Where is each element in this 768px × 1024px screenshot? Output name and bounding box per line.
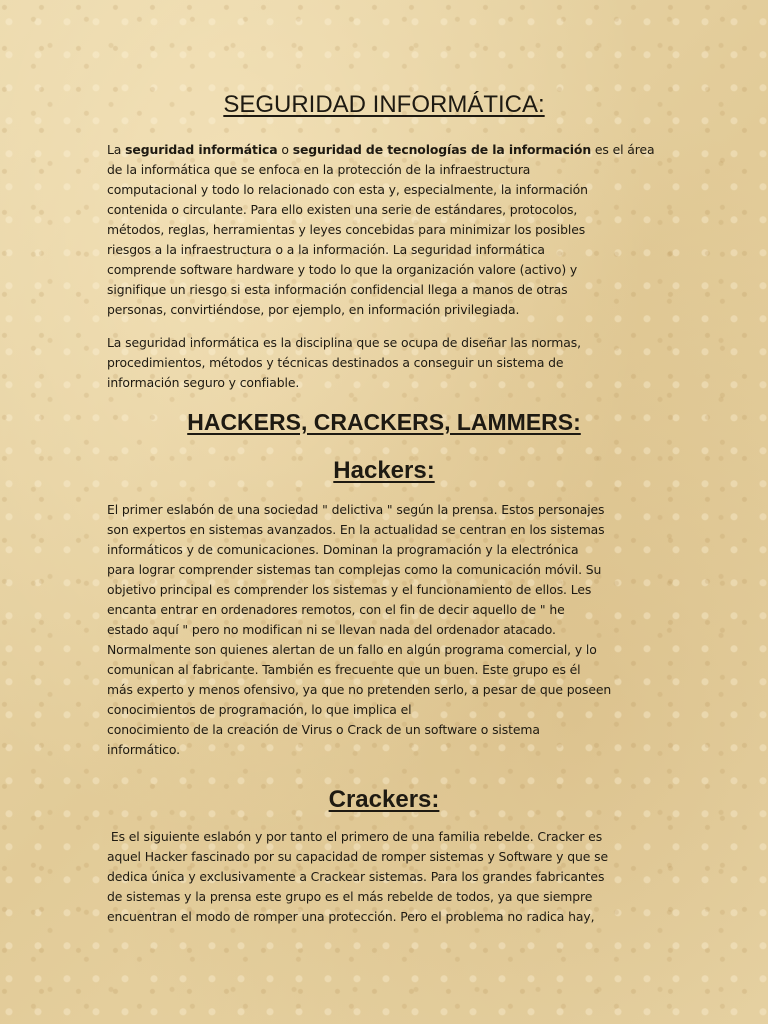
intro-bold-term-2: seguridad de tecnologías de la información (292, 142, 592, 157)
hackers-line: encanta entrar en ordenadores remotos, con el fin de decir aquello de " he (107, 602, 565, 617)
definition-line: procedimientos, métodos y técnicas destinados a conseguir un sistema de (107, 355, 564, 370)
hackers-line: Normalmente son quienes alertan de un fallo en algún programa comercial, y lo (107, 642, 597, 657)
hackers-line: más experto y menos ofensivo, ya que no pretenden serlo, a pesar de que poseen (107, 682, 612, 697)
hackers-line: son expertos en sistemas avanzados. En la actualidad se centran en los sistemas (107, 522, 605, 537)
section-heading-hackers: Hackers: (333, 457, 435, 484)
definition-line: información seguro y confiable. (107, 375, 300, 390)
intro-l1-post: es el área (591, 142, 655, 157)
hackers-line: El primer eslabón de una sociedad " delictiva " según la prensa. Estos personajes (107, 502, 605, 517)
hackers-line: conocimientos de programación, lo que implica el (107, 702, 412, 717)
intro-line: comprende software hardware y todo lo que la organización valore (activo) y (107, 262, 578, 277)
hackers-line: conocimiento de la creación de Virus o Crack de un software o sistema (107, 722, 540, 737)
hackers-paragraph (107, 500, 665, 760)
intro-line: contenida o circulante. Para ello existen una serie de estándares, protocolos, (107, 202, 578, 217)
definition-line: La seguridad informática es la disciplina que se ocupa de diseñar las normas, (107, 335, 581, 350)
hackers-line: informáticos y de comunicaciones. Dominan la programación y la electrónica (107, 542, 579, 557)
intro-line: métodos, reglas, herramientas y leyes concebidas para minimizar los posibles (107, 222, 586, 237)
intro-line: personas, convirtiéndose, por ejemplo, en información privilegiada. (107, 302, 520, 317)
intro-line: signifique un riesgo si esta información confidencial llega a manos de otras (107, 282, 568, 297)
crackers-line: de sistemas y la prensa este grupo es el más rebelde de todos, ya que siempre (107, 889, 593, 904)
hackers-line: objetivo principal es comprender los sistemas y el funcionamiento de ellos. Les (107, 582, 592, 597)
hackers-line: estado aquí " pero no modifican ni se llevan nada del ordenador atacado. (107, 622, 556, 637)
section-heading-crackers: Crackers: (328, 786, 440, 813)
intro-line: riesgos a la infraestructura o a la información. La seguridad informática (107, 242, 545, 257)
crackers-line: Es el siguiente eslabón y por tanto el primero de una familia rebelde. Cracker es (107, 829, 603, 844)
intro-l1-pre: La (107, 142, 126, 157)
intro-line-1 (107, 140, 665, 160)
crackers-line: dedica única y exclusivamente a Crackear sistemas. Para los grandes fabricantes (107, 869, 605, 884)
intro-line: de la informática que se enfoca en la protección de la infraestructura (107, 162, 531, 177)
crackers-paragraph (107, 827, 665, 927)
page-title: SEGURIDAD INFORMÁTICA: (223, 91, 545, 118)
hackers-line: informático. (107, 742, 180, 757)
crackers-line: encuentran el modo de romper una protección. Pero el problema no radica hay, (107, 909, 595, 924)
intro-line: computacional y todo lo relacionado con esta y, especialmente, la información (107, 182, 588, 197)
hackers-line: para lograr comprender sistemas tan complejas como la comunicación móvil. Su (107, 562, 602, 577)
intro-bold-term-1: seguridad informática (125, 142, 278, 157)
section-heading-hackers-crackers-lammers: HACKERS, CRACKERS, LAMMERS: (187, 409, 581, 435)
crackers-line: aquel Hacker fascinado por su capacidad de romper sistemas y Software y que se (107, 849, 609, 864)
intro-paragraph (107, 140, 665, 320)
definition-paragraph (107, 333, 665, 393)
hackers-line: comunican al fabricante. También es frecuente que un buen. Este grupo es él (107, 662, 581, 677)
intro-l1-mid: o (277, 142, 293, 157)
